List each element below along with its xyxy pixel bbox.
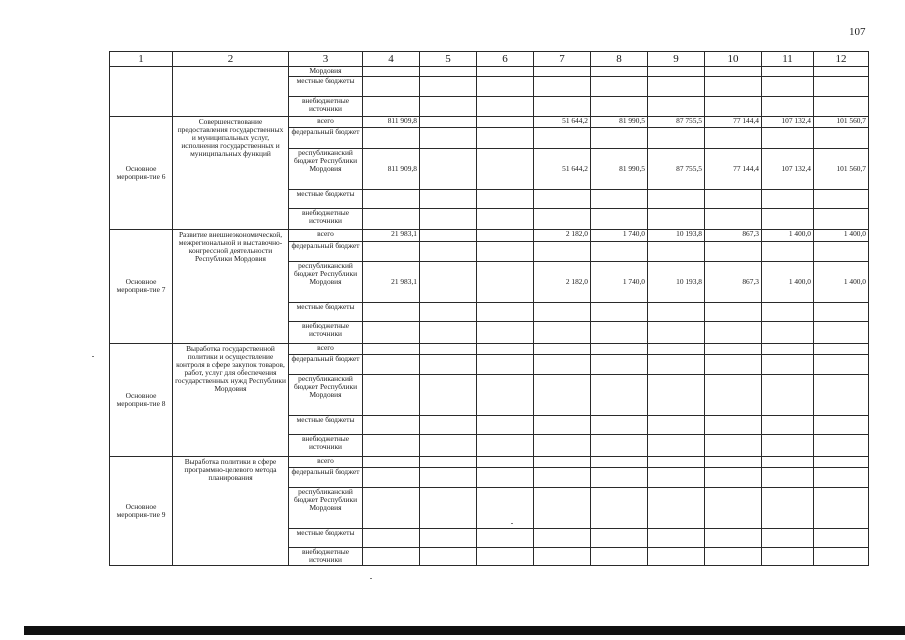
- source-cell: местные бюджеты: [289, 529, 363, 548]
- value-cell: [477, 230, 534, 241]
- source-cell: федеральный бюджет: [289, 354, 363, 374]
- page-number: 107: [849, 26, 866, 38]
- value-cell: [477, 262, 534, 303]
- column-header: 7: [534, 52, 591, 67]
- value-cell: 811 909,8: [363, 117, 420, 128]
- table-row: [110, 456, 869, 467]
- budget-table: [109, 51, 869, 566]
- value-cell: 51 644,2: [534, 117, 591, 128]
- table-row: [110, 117, 869, 128]
- measure-label: Основное мероприя-тие 7: [110, 230, 173, 343]
- value-cell: 10 193,8: [648, 230, 705, 241]
- scan-speck: [511, 523, 513, 524]
- source-cell: республиканский бюджет Республики Мордовия: [289, 148, 363, 189]
- column-header: 10: [705, 52, 762, 67]
- value-cell: 51 644,2: [534, 148, 591, 189]
- measure-title: Выработка государственной политики и осуществление контроля в сфере закупок товаров, работ, услуг для обеспечения государственных нужд Республики Мордовия: [173, 343, 289, 456]
- value-cell: 867,3: [705, 230, 762, 241]
- value-cell: 87 755,5: [648, 148, 705, 189]
- column-header: 6: [477, 52, 534, 67]
- value-cell: 1 740,0: [591, 262, 648, 303]
- source-cell: республиканский бюджет Республики Мордовия: [289, 375, 363, 416]
- source-cell: Мордовия: [289, 67, 363, 77]
- source-cell: федеральный бюджет: [289, 241, 363, 261]
- column-header: 11: [762, 52, 814, 67]
- scan-edge-bar: [24, 626, 905, 635]
- value-cell: 77 144,4: [705, 117, 762, 128]
- column-header: 12: [814, 52, 869, 67]
- measure-label: Основное мероприя-тие 6: [110, 117, 173, 230]
- table-row: [110, 343, 869, 354]
- source-cell: всего: [289, 230, 363, 241]
- value-cell: 10 193,8: [648, 262, 705, 303]
- value-cell: 867,3: [705, 262, 762, 303]
- header-row: [110, 52, 869, 67]
- value-cell: 81 990,5: [591, 117, 648, 128]
- source-cell: местные бюджеты: [289, 189, 363, 208]
- source-cell: федеральный бюджет: [289, 467, 363, 487]
- source-cell: внебюджетные источники: [289, 209, 363, 230]
- value-cell: 2 182,0: [534, 230, 591, 241]
- value-cell: 81 990,5: [591, 148, 648, 189]
- table-row: [110, 230, 869, 241]
- measure-label: Основное мероприя-тие 9: [110, 456, 173, 565]
- source-cell: внебюджетные источники: [289, 96, 363, 116]
- source-cell: местные бюджеты: [289, 77, 363, 96]
- value-cell: 101 560,7: [814, 148, 869, 189]
- source-cell: местные бюджеты: [289, 302, 363, 321]
- value-cell: 101 560,7: [814, 117, 869, 128]
- source-cell: внебюджетные источники: [289, 548, 363, 566]
- source-cell: внебюджетные источники: [289, 322, 363, 343]
- column-header: 5: [420, 52, 477, 67]
- source-cell: внебюджетные источники: [289, 435, 363, 456]
- source-cell: республиканский бюджет Республики Мордовия: [289, 488, 363, 529]
- value-cell: [420, 262, 477, 303]
- table-row: [110, 67, 869, 77]
- value-cell: 1 400,0: [762, 262, 814, 303]
- value-cell: [477, 148, 534, 189]
- column-header: 1: [110, 52, 173, 67]
- source-cell: республиканский бюджет Республики Мордовия: [289, 262, 363, 303]
- value-cell: [420, 148, 477, 189]
- scan-speck: [370, 578, 372, 579]
- value-cell: 811 909,8: [363, 148, 420, 189]
- column-header: 3: [289, 52, 363, 67]
- measure-title: Выработка политики в сфере программно-целевого метода планирования: [173, 456, 289, 565]
- column-header: 8: [591, 52, 648, 67]
- value-cell: 107 132,4: [762, 148, 814, 189]
- value-cell: 1 400,0: [814, 230, 869, 241]
- value-cell: 21 983,1: [363, 230, 420, 241]
- measure-title: Развитие внешнеэкономической, межрегиональной и выставочно-конгрессной деятельности Республики Мордовия: [173, 230, 289, 343]
- value-cell: 21 983,1: [363, 262, 420, 303]
- value-cell: 77 144,4: [705, 148, 762, 189]
- value-cell: 1 400,0: [762, 230, 814, 241]
- column-header: 2: [173, 52, 289, 67]
- source-cell: местные бюджеты: [289, 415, 363, 434]
- value-cell: 2 182,0: [534, 262, 591, 303]
- value-cell: 87 755,5: [648, 117, 705, 128]
- value-cell: 1 400,0: [814, 262, 869, 303]
- measure-title: Совершенствование предоставления государственных и муниципальных услуг, исполнения государственных и муниципальных функций: [173, 117, 289, 230]
- value-cell: 1 740,0: [591, 230, 648, 241]
- value-cell: [477, 117, 534, 128]
- column-header: 9: [648, 52, 705, 67]
- value-cell: 107 132,4: [762, 117, 814, 128]
- source-cell: всего: [289, 456, 363, 467]
- value-cell: [420, 117, 477, 128]
- source-cell: всего: [289, 117, 363, 128]
- scan-speck: [92, 356, 94, 357]
- value-cell: [420, 230, 477, 241]
- source-cell: всего: [289, 343, 363, 354]
- source-cell: федеральный бюджет: [289, 128, 363, 148]
- measure-label: Основное мероприя-тие 8: [110, 343, 173, 456]
- column-header: 4: [363, 52, 420, 67]
